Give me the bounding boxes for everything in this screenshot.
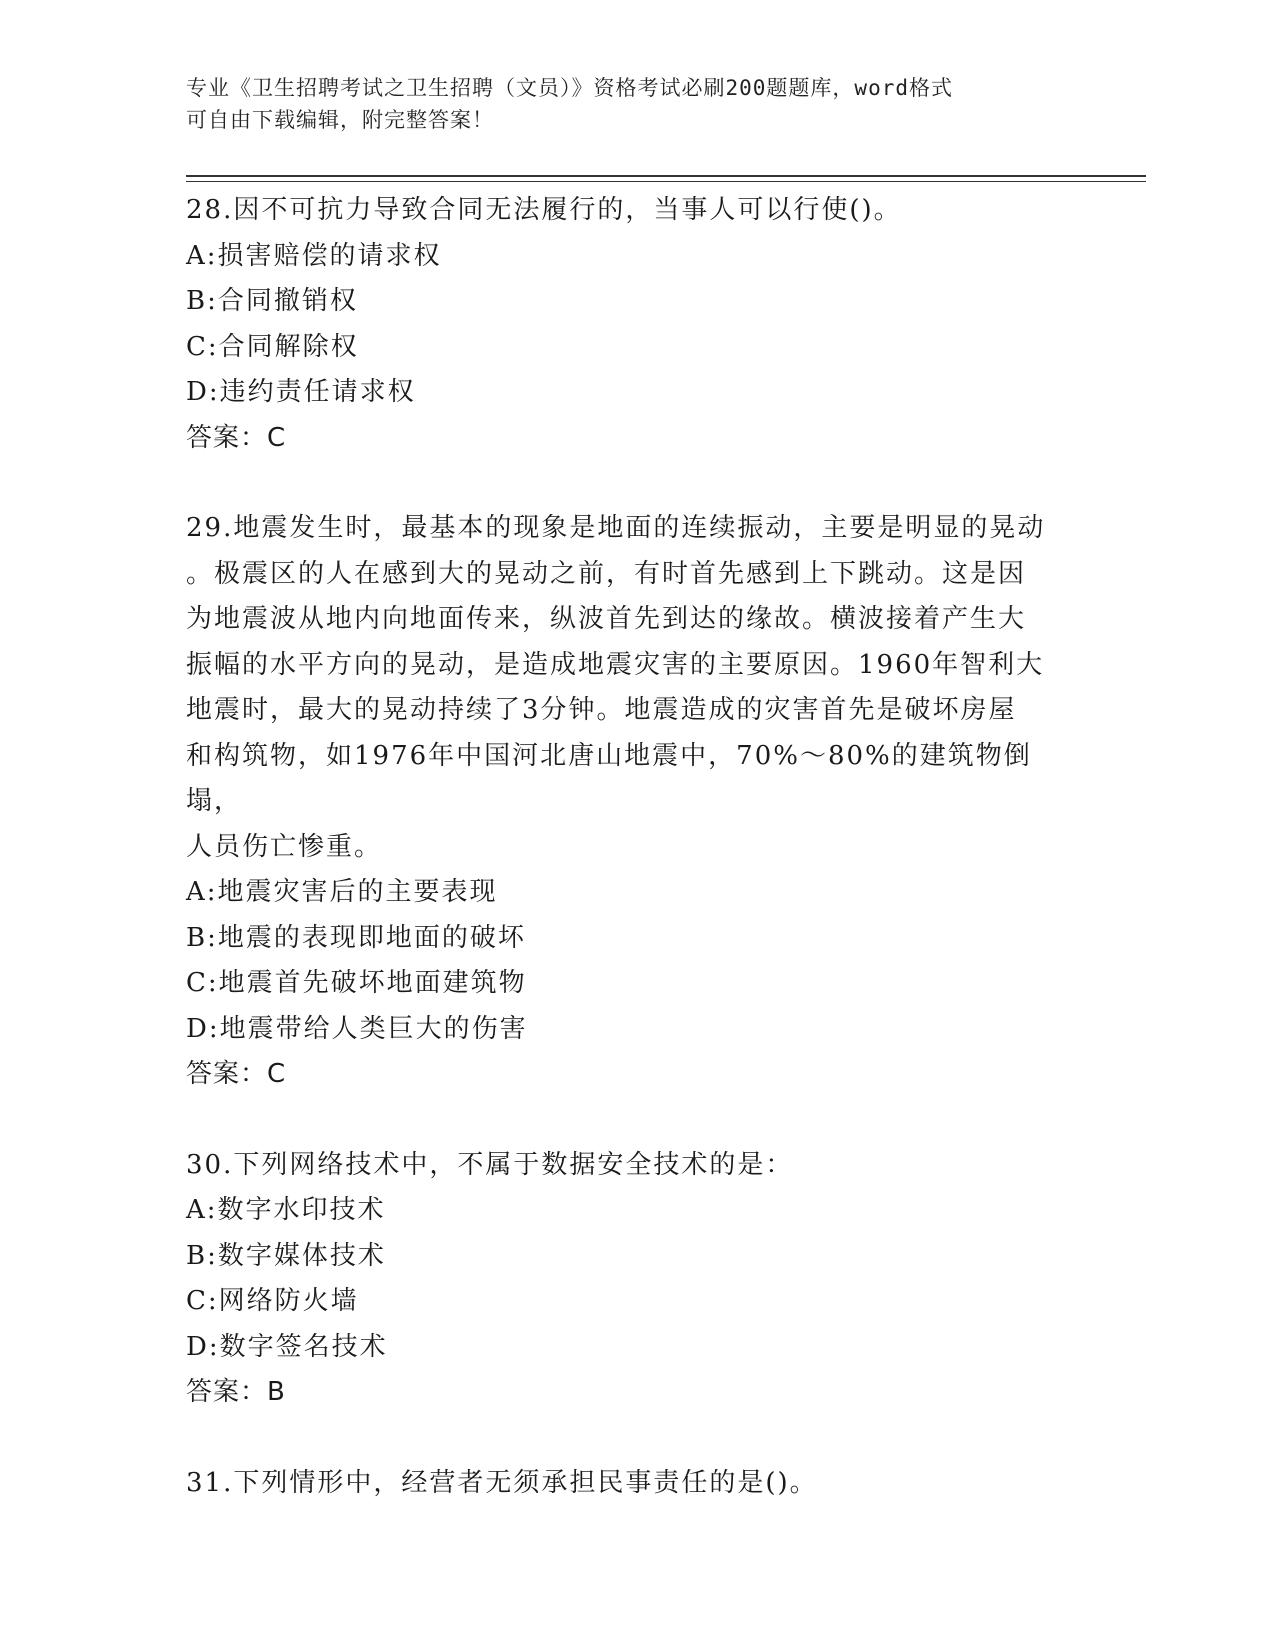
option-d: D:地震带给人类巨大的伤害 [186,1013,528,1044]
option-b: B:数字媒体技术 [186,1240,386,1271]
answer-label: 答案：C [186,422,287,453]
question-stem-line: 。极震区的人在感到大的晃动之前，有时首先感到上下跳动。这是因 [186,558,1027,589]
question-stem-line: 29.地震发生时，最基本的现象是地面的连续振动，主要是明显的晃动 [186,513,1046,543]
question-stem: 30.下列网络技术中，不属于数据安全技术的是： [186,1149,794,1180]
question-stem-line: 振幅的水平方向的晃动，是造成地震灾害的主要原因。1960年智利大 [186,649,1045,680]
option-a: A:数字水印技术 [186,1195,386,1225]
question-stem: 28.因不可抗力导致合同无法履行的，当事人可以行使()。 [186,195,902,225]
option-d: D:违约责任请求权 [186,377,416,407]
option-d: D:数字签名技术 [186,1331,388,1362]
header-line-2: 可自由下载编辑，附完整答案！ [186,108,494,132]
page-header [186,72,1066,136]
option-a: A:地震灾害后的主要表现 [186,877,498,907]
question-29 [186,506,1086,1098]
option-c: C:地震首先破坏地面建筑物 [186,968,527,998]
question-stem: 31.下列情形中，经营者无须承担民事责任的是()。 [186,1467,818,1498]
question-stem-line: 为地震波从地内向地面传来，纵波首先到达的缘故。横波接着产生大 [186,604,1027,634]
option-b: B:地震的表现即地面的破坏 [186,922,526,953]
option-b: B:合同撤销权 [186,286,358,316]
option-c: C:合同解除权 [186,331,359,362]
option-a: A:损害赔偿的请求权 [186,240,442,271]
question-stem-line: 和构筑物，如1976年中国河北唐山地震中，70%～80%的建筑物倒塌， [186,740,1032,816]
question-stem-line: 人员伤亡惨重。 [186,831,383,862]
header-divider-thick [186,175,1146,177]
question-list [186,188,1086,1551]
question-stem-line: 地震时，最大的晃动持续了3分钟。地震造成的灾害首先是破坏房屋 [186,695,1017,725]
option-c: C:网络防火墙 [186,1286,359,1316]
header-divider-thin [186,181,1146,182]
question-30 [186,1143,1086,1416]
answer-label: 答案：C [186,1059,287,1089]
question-31 [186,1461,1086,1507]
question-28 [186,188,1086,461]
header-line-1: 专业《卫生招聘考试之卫生招聘（文员）》资格考试必刷200题题库，word格式 [186,76,953,100]
answer-label: 答案：B [186,1377,286,1407]
